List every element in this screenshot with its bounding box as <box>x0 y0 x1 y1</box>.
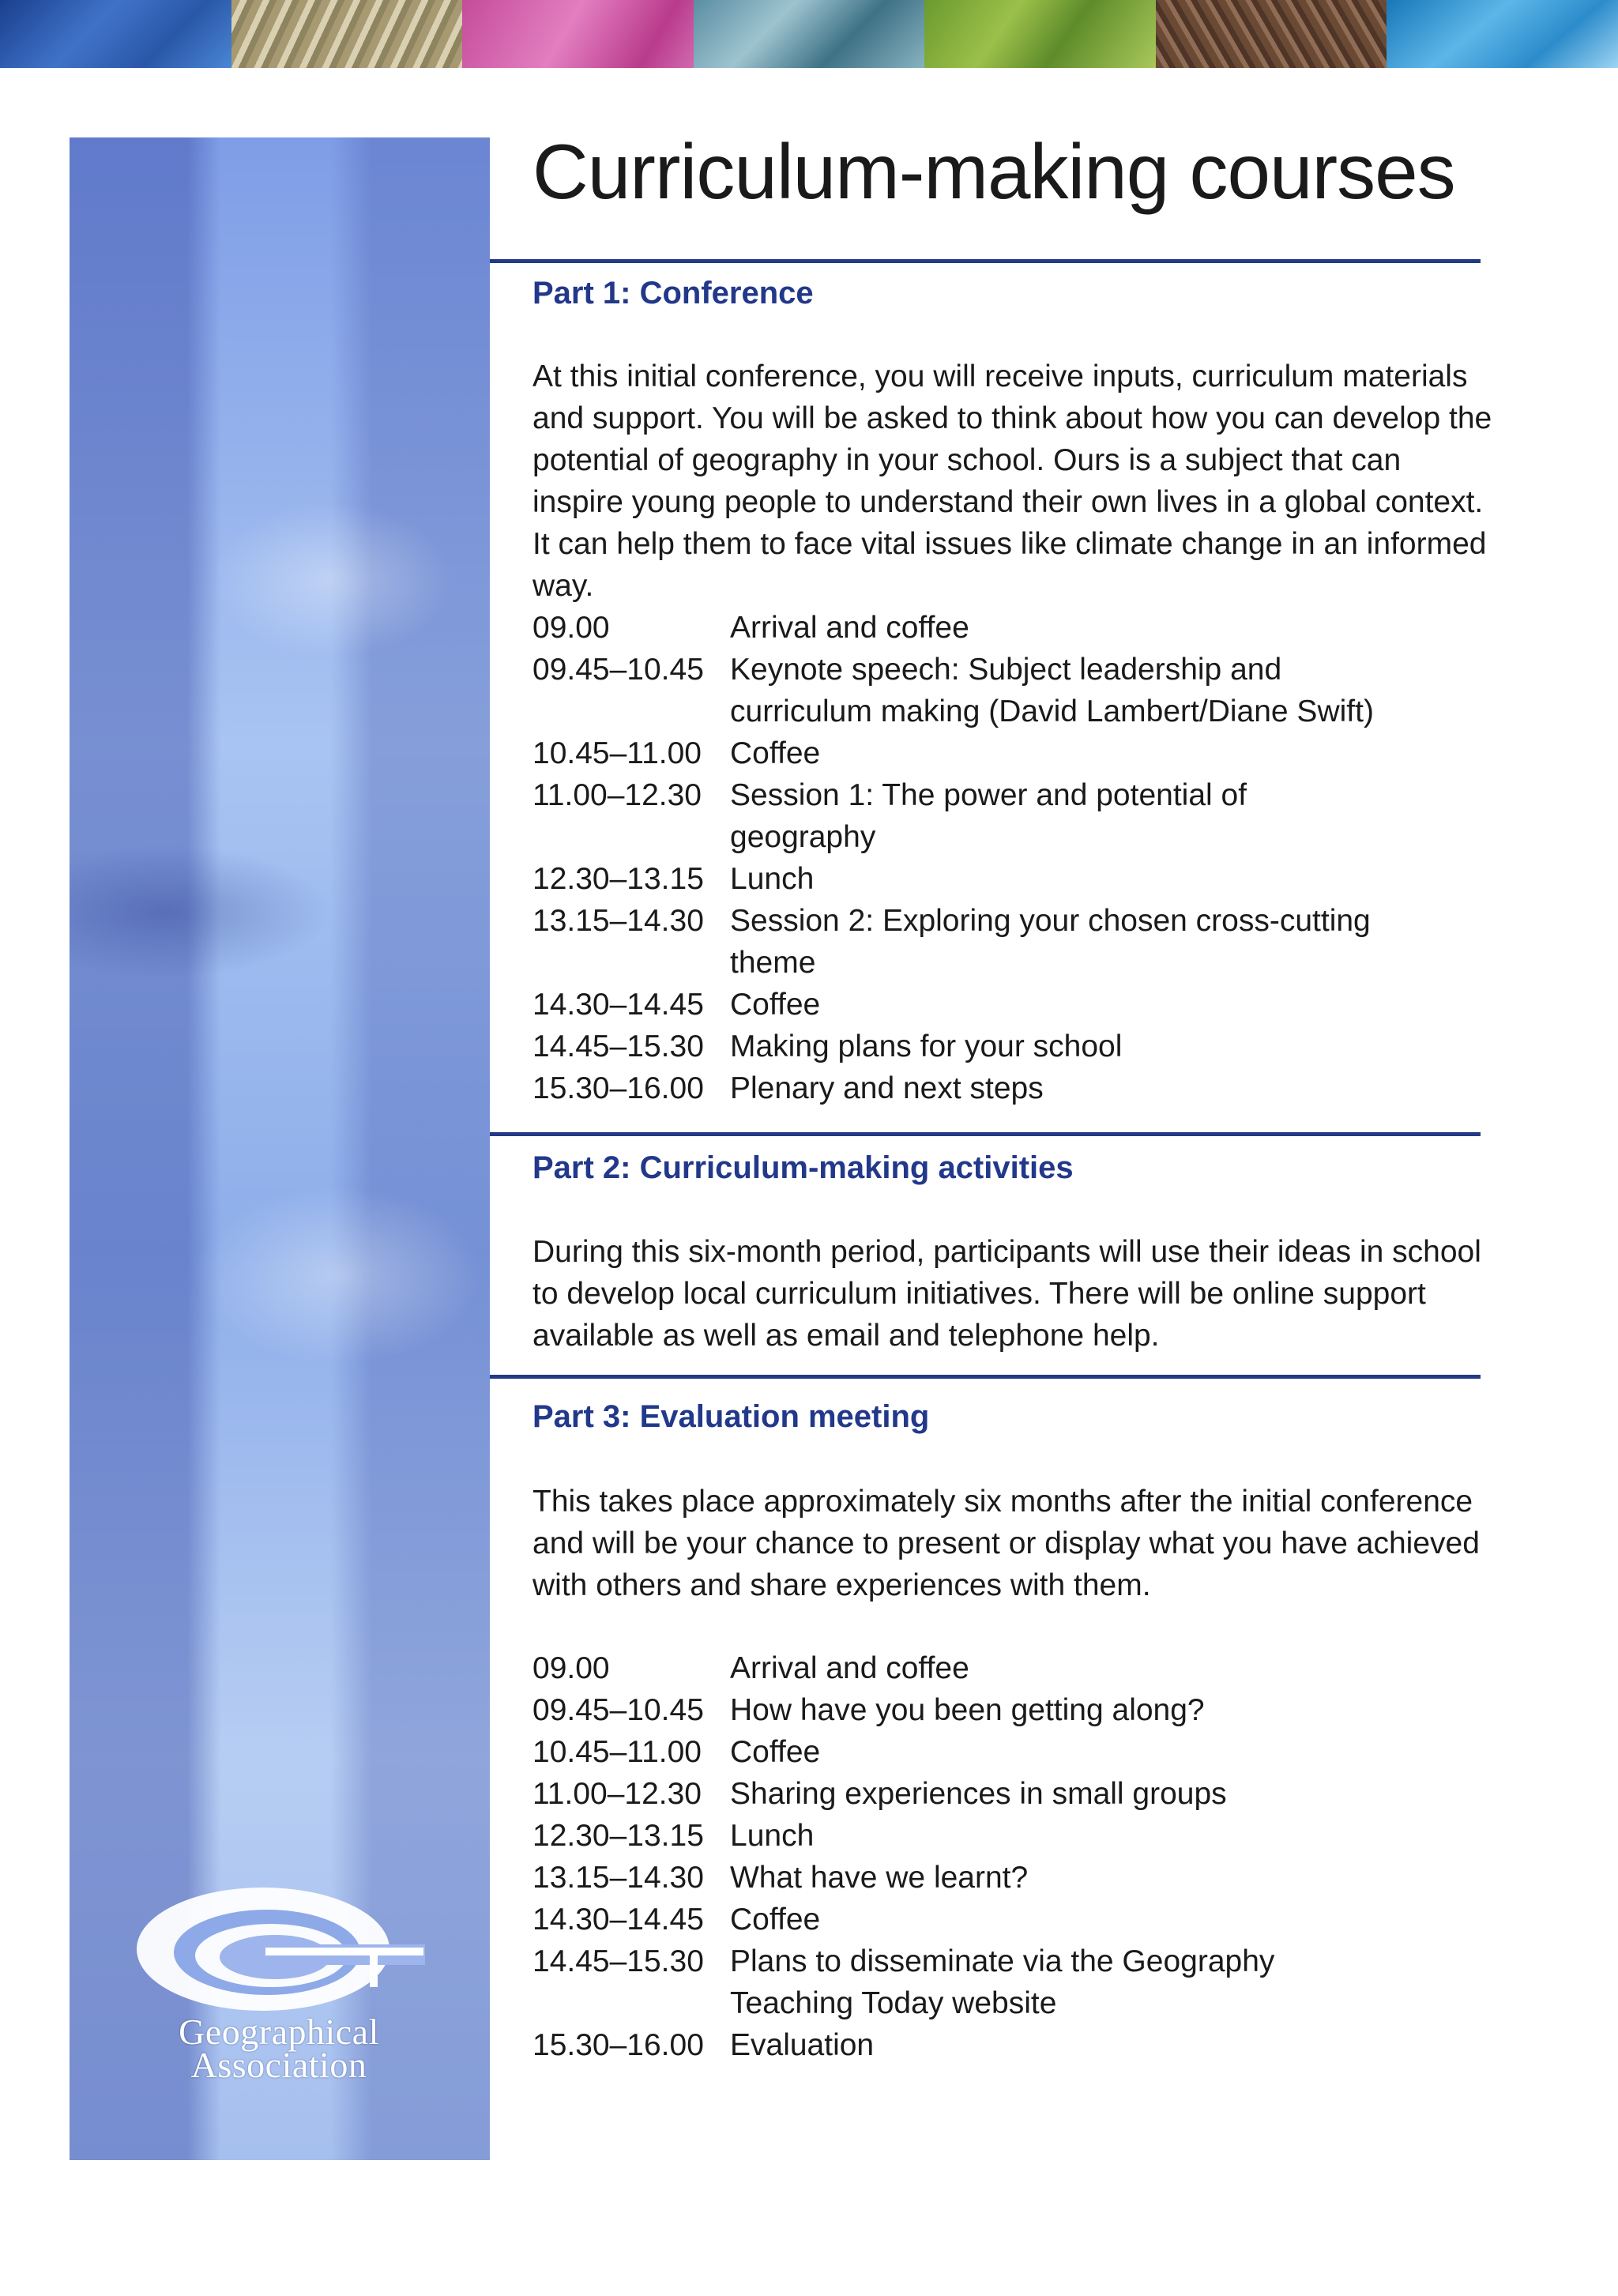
schedule-time: 09.45–10.45 <box>532 653 704 687</box>
page-title: Curriculum-making courses <box>532 128 1455 215</box>
schedule-time: 14.30–14.45 <box>532 1903 704 1937</box>
section-divider <box>490 259 1481 263</box>
schedule-row <box>532 1026 1378 1067</box>
schedule-row <box>532 1857 1378 1899</box>
schedule-activity: How have you been getting along? <box>730 1693 1205 1727</box>
schedule-row <box>532 858 1378 900</box>
schedule-row <box>532 1731 1378 1773</box>
schedule-row <box>532 1940 1378 2024</box>
schedule-time: 12.30–13.15 <box>532 862 704 896</box>
schedule-time: 10.45–11.00 <box>532 736 702 770</box>
part1-schedule <box>532 607 1378 1109</box>
strip-photo <box>0 0 231 68</box>
schedule-row <box>532 1815 1378 1857</box>
section-divider <box>490 1132 1481 1136</box>
part1-intro: At this initial conference, you will receive inputs, curriculum materials and support. You will be asked to think about how you can develop the potential of geography in your school. Ours is a subject that can inspire young people to understand their own lives in a global context. It can help them to face vital issues like climate change in an informed way. <box>532 359 1492 603</box>
schedule-activity: Sharing experiences in small groups <box>730 1777 1227 1811</box>
schedule-row <box>532 1773 1378 1815</box>
schedule-activity: Session 1: The power and potential of geography <box>730 778 1247 854</box>
part3-schedule <box>532 1647 1378 2066</box>
strip-photo <box>231 0 463 68</box>
part2-intro: During this six-month period, participants will use their ideas in school to develop local curriculum initiatives. There will be online support available as well as email and telephone help. <box>532 1235 1481 1353</box>
strip-photo <box>924 0 1156 68</box>
schedule-time: 15.30–16.00 <box>532 2028 704 2062</box>
logo-text-line1: Geographical <box>179 2012 379 2052</box>
schedule-activity: Making plans for your school <box>730 1029 1123 1063</box>
part3-heading: Part 3: Evaluation meeting <box>532 1399 930 1434</box>
schedule-row <box>532 984 1378 1026</box>
schedule-row <box>532 774 1378 858</box>
schedule-row <box>532 2024 1378 2066</box>
geographical-association-logo <box>133 1880 425 2093</box>
schedule-time: 09.00 <box>532 1651 610 1685</box>
logo-text-line2: Association <box>190 2045 367 2085</box>
schedule-activity: Arrival and coffee <box>730 611 969 645</box>
schedule-row <box>532 607 1378 649</box>
schedule-time: 12.30–13.15 <box>532 1819 704 1853</box>
schedule-activity: Coffee <box>730 1735 821 1769</box>
part3-intro: This takes place approximately six months after the initial conference and will be your chance to present or display what you have achieved with others and share experiences with them. <box>532 1485 1480 1602</box>
schedule-row <box>532 1899 1378 1940</box>
schedule-row <box>532 1067 1378 1109</box>
schedule-activity: Coffee <box>730 1903 821 1937</box>
schedule-activity: Coffee <box>730 736 821 770</box>
strip-photo <box>462 0 694 68</box>
schedule-activity: What have we learnt? <box>730 1861 1029 1895</box>
schedule-row <box>532 732 1378 774</box>
schedule-time: 09.00 <box>532 611 610 645</box>
schedule-time: 10.45–11.00 <box>532 1735 702 1769</box>
strip-photo <box>694 0 925 68</box>
part1-heading: Part 1: Conference <box>532 276 814 311</box>
schedule-time: 14.45–15.30 <box>532 1029 704 1063</box>
header-photo-strip <box>0 0 1618 68</box>
section-divider <box>490 1375 1481 1379</box>
schedule-row <box>532 1689 1378 1731</box>
schedule-activity: Plans to disseminate via the Geography Teaching Today website <box>730 1944 1275 2020</box>
ga-g-icon <box>133 1880 425 2014</box>
schedule-time: 13.15–14.30 <box>532 1861 704 1895</box>
schedule-row <box>532 649 1378 732</box>
schedule-time: 11.00–12.30 <box>532 778 702 812</box>
schedule-activity: Plenary and next steps <box>730 1071 1044 1105</box>
schedule-activity: Lunch <box>730 862 815 896</box>
schedule-time: 11.00–12.30 <box>532 1777 702 1811</box>
schedule-time: 14.45–15.30 <box>532 1944 704 1978</box>
schedule-time: 15.30–16.00 <box>532 1071 704 1105</box>
schedule-activity: Arrival and coffee <box>730 1651 969 1685</box>
strip-photo <box>1156 0 1387 68</box>
schedule-row <box>532 1647 1378 1689</box>
schedule-time: 14.30–14.45 <box>532 988 704 1022</box>
schedule-time: 09.45–10.45 <box>532 1693 704 1727</box>
sidebar-blue-panel <box>70 137 490 2160</box>
schedule-activity: Session 2: Exploring your chosen cross-cutting theme <box>730 904 1371 980</box>
schedule-time: 13.15–14.30 <box>532 904 704 938</box>
schedule-row <box>532 900 1378 984</box>
strip-photo <box>1387 0 1618 68</box>
schedule-activity: Evaluation <box>730 2028 875 2062</box>
schedule-activity: Coffee <box>730 988 821 1022</box>
schedule-activity: Keynote speech: Subject leadership and curriculum making (David Lambert/Diane Swift) <box>730 653 1374 728</box>
part2-heading: Part 2: Curriculum-making activities <box>532 1150 1074 1185</box>
schedule-activity: Lunch <box>730 1819 815 1853</box>
